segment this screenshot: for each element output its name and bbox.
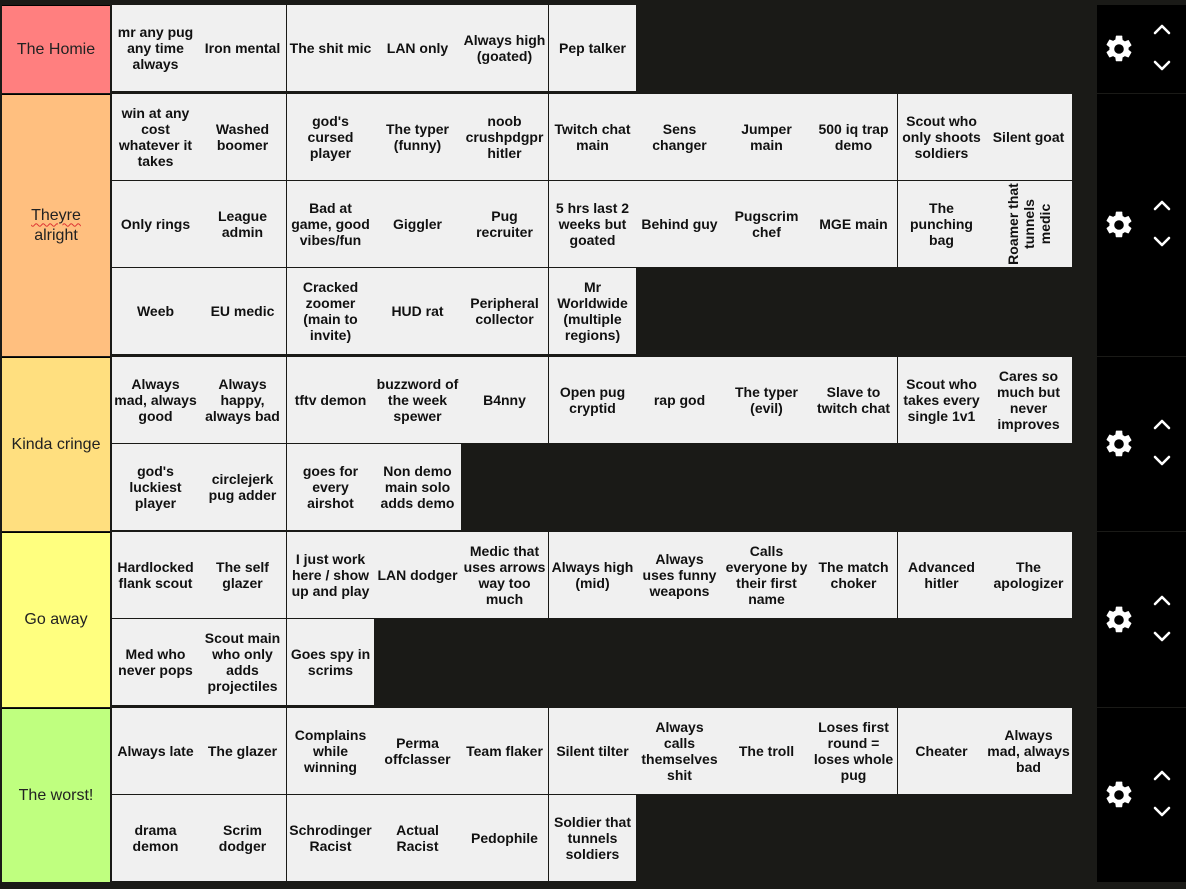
tier-item-label: LAN only	[386, 40, 449, 56]
tier-item[interactable]	[723, 94, 810, 180]
tier-controls	[1097, 94, 1186, 356]
tier-item-label: Sens changer	[652, 121, 707, 153]
tier-item[interactable]	[461, 94, 548, 180]
tier-item[interactable]	[985, 181, 1072, 267]
tier-item-label: Pedophile	[471, 830, 538, 846]
tier-item[interactable]	[112, 357, 199, 443]
tier-item[interactable]	[549, 357, 636, 443]
tier-item-label: Iron mental	[204, 40, 281, 56]
tier-row	[0, 357, 1186, 531]
tier-item[interactable]	[810, 181, 897, 267]
tier-item[interactable]	[898, 357, 985, 443]
tier-item[interactable]	[112, 619, 199, 705]
tier-item[interactable]	[199, 5, 286, 91]
tier-item[interactable]	[112, 94, 199, 180]
tier-item[interactable]	[898, 708, 985, 794]
tier-item-label: Medic that uses arrows way too much	[463, 543, 546, 607]
tier-item-label: Slave to twitch chat	[816, 384, 891, 416]
tier-item-label: Complains while winning	[294, 727, 367, 775]
tier-item-label: mr any pug any time always	[117, 24, 194, 72]
gear-icon[interactable]	[1103, 779, 1135, 811]
tier-item-label: Med who never pops	[118, 646, 193, 678]
tier-row	[0, 532, 1186, 707]
tier-item-label: Non demo main solo adds demo	[380, 463, 455, 511]
tier-item-label: Roamer that tunnels medic	[1004, 183, 1053, 265]
tier-item-label: Silent goat	[992, 129, 1065, 145]
tier-item[interactable]	[374, 357, 461, 443]
tier-item[interactable]	[636, 181, 723, 267]
tier-item[interactable]	[287, 619, 374, 705]
tier-item[interactable]	[549, 268, 636, 354]
gear-icon[interactable]	[1103, 604, 1135, 636]
tier-item-label: goes for every airshot	[302, 463, 359, 511]
tier-item-label: The typer (funny)	[385, 121, 449, 153]
tier-label-text: The Homie	[16, 40, 96, 58]
chevron-up-icon[interactable]	[1152, 22, 1172, 36]
tier-item-label: LAN dodger	[377, 567, 458, 583]
chevron-up-icon[interactable]	[1152, 768, 1172, 782]
tier-item[interactable]	[199, 708, 286, 794]
tier-item-label: Bad at game, good vibes/fun	[291, 200, 370, 248]
tier-item[interactable]	[199, 181, 286, 267]
chevron-down-icon[interactable]	[1152, 630, 1172, 644]
tier-label[interactable]	[2, 708, 110, 882]
tier-item-label: The punching bag	[910, 200, 973, 248]
tier-item-label: Scout who takes every single 1v1	[903, 376, 980, 424]
tier-label[interactable]	[2, 532, 110, 707]
tier-item-label: noob crushpdgpr hitler	[465, 113, 544, 161]
gear-icon[interactable]	[1103, 33, 1135, 65]
tier-item-label: Hardlocked flank scout	[117, 559, 194, 591]
tier-item[interactable]	[461, 268, 548, 354]
tier-item[interactable]	[898, 94, 985, 180]
chevron-up-icon[interactable]	[1152, 198, 1172, 212]
tier-item-label: win at any cost whatever it takes	[118, 105, 193, 169]
tier-label-text: The worst!	[18, 786, 94, 804]
tier-item[interactable]	[112, 268, 199, 354]
tier-item-label: Weeb	[136, 303, 175, 319]
tier-item[interactable]	[287, 94, 374, 180]
tier-item[interactable]	[112, 532, 199, 618]
tier-item-label: Scout who only shoots soldiers	[902, 113, 981, 161]
tier-item[interactable]	[112, 795, 199, 881]
tier-item-label: god's luckiest player	[129, 463, 182, 511]
tier-item-label: Twitch chat main	[554, 121, 631, 153]
tier-row	[0, 94, 1186, 356]
tier-item[interactable]	[461, 708, 548, 794]
tier-item-label: Behind guy	[641, 216, 718, 232]
tier-item[interactable]	[112, 708, 199, 794]
tier-item-label: The typer (evil)	[734, 384, 798, 416]
tier-item[interactable]	[549, 5, 636, 91]
tier-item[interactable]	[199, 619, 286, 705]
tier-item[interactable]	[723, 532, 810, 618]
tier-item[interactable]	[374, 94, 461, 180]
tier-item[interactable]	[810, 94, 897, 180]
tier-item[interactable]	[810, 357, 897, 443]
chevron-up-icon[interactable]	[1152, 417, 1172, 431]
tier-item[interactable]	[374, 5, 461, 91]
tier-item[interactable]	[374, 268, 461, 354]
chevron-down-icon[interactable]	[1152, 59, 1172, 73]
tier-item-label: Always high (mid)	[551, 559, 634, 591]
tier-item-label: Always mad, always bad	[987, 727, 1070, 775]
tier-item[interactable]	[374, 532, 461, 618]
tier-item[interactable]	[287, 795, 374, 881]
tier-label-text: Go away	[24, 611, 88, 628]
tier-item[interactable]	[898, 181, 985, 267]
tier-item-label: Cracked zoomer (main to invite)	[302, 279, 359, 343]
tier-item-label: 5 hrs last 2 weeks but goated	[555, 200, 630, 248]
tier-item-label: Advanced hitler	[908, 559, 975, 591]
chevron-down-icon[interactable]	[1152, 235, 1172, 249]
gear-icon[interactable]	[1103, 428, 1135, 460]
tier-controls	[1097, 5, 1186, 93]
tier-item[interactable]	[810, 708, 897, 794]
tier-item[interactable]	[549, 532, 636, 618]
tier-item[interactable]	[287, 532, 374, 618]
tier-item-label: Team flaker	[466, 743, 543, 759]
chevron-down-icon[interactable]	[1152, 454, 1172, 468]
tier-item[interactable]	[549, 708, 636, 794]
tier-item[interactable]	[199, 444, 286, 530]
tier-item-label: Schrodinger Racist	[289, 822, 372, 854]
tier-item-label: The apologizer	[993, 559, 1064, 591]
tier-item-label: Always late	[117, 743, 194, 759]
tier-item[interactable]	[112, 444, 199, 530]
tier-item[interactable]	[461, 181, 548, 267]
tier-item[interactable]	[636, 708, 723, 794]
tier-item[interactable]	[374, 708, 461, 794]
tier-item[interactable]	[636, 357, 723, 443]
tier-item-label: I just work here / show up and play	[291, 551, 370, 599]
tier-controls	[1097, 532, 1186, 707]
tier-item-label: Always happy, always bad	[205, 376, 280, 424]
tier-item-label: Washed boomer	[215, 121, 270, 153]
tier-item-label: Always calls themselves shit	[641, 719, 718, 783]
tier-item-label: League admin	[217, 208, 267, 240]
tier-item[interactable]	[199, 357, 286, 443]
tier-item[interactable]	[287, 444, 374, 530]
tier-item[interactable]	[374, 795, 461, 881]
tier-item-label: Jumper main	[741, 121, 792, 153]
tier-item[interactable]	[636, 94, 723, 180]
tier-item-label: Cheater	[915, 743, 968, 759]
tier-item-label: Scout main who only adds projectiles	[204, 630, 281, 694]
tier-item-label: Scrim dodger	[218, 822, 267, 854]
tier-item-label: B4nny	[483, 392, 526, 408]
tier-item[interactable]	[374, 181, 461, 267]
tier-item-label: HUD rat	[391, 303, 444, 319]
tier-item-label: Pep talker	[559, 40, 626, 56]
tier-item[interactable]	[723, 357, 810, 443]
tier-item[interactable]	[287, 708, 374, 794]
tier-label[interactable]	[2, 94, 110, 356]
tier-item[interactable]	[287, 357, 374, 443]
tier-item-label: Calls everyone by their first name	[725, 543, 808, 607]
tier-item[interactable]	[287, 268, 374, 354]
tier-item-label: The shit mic	[289, 40, 372, 56]
tier-item-label: Giggler	[392, 216, 442, 232]
tier-item-label: Always mad, always good	[114, 376, 197, 424]
tier-label-text: Theyre alright	[31, 206, 81, 244]
tier-label[interactable]	[2, 5, 110, 93]
tier-item-label: drama demon	[132, 822, 179, 854]
tier-item-label: 500 iq trap demo	[818, 121, 889, 153]
tier-item-label: Soldier that tunnels soldiers	[553, 814, 631, 862]
tier-item[interactable]	[461, 357, 548, 443]
tier-item[interactable]	[112, 181, 199, 267]
tier-item-label: rap god	[653, 392, 706, 408]
tier-item[interactable]	[461, 795, 548, 881]
tier-item[interactable]	[636, 532, 723, 618]
chevron-down-icon[interactable]	[1152, 805, 1172, 819]
tier-item-label: Mr Worldwide (multiple regions)	[557, 279, 628, 343]
tier-item[interactable]	[199, 94, 286, 180]
tier-item[interactable]	[723, 181, 810, 267]
tier-controls	[1097, 357, 1186, 531]
tier-item-label: Only rings	[120, 216, 191, 232]
tier-item[interactable]	[287, 5, 374, 91]
tier-label-text: Kinda cringe	[11, 435, 101, 453]
tier-item[interactable]	[549, 795, 636, 881]
tier-item[interactable]	[199, 795, 286, 881]
tier-row	[0, 5, 1186, 93]
tier-row	[0, 708, 1186, 882]
tier-item-label: Actual Racist	[396, 822, 439, 854]
tier-item-label: The self glazer	[216, 559, 269, 591]
tier-item-label: circlejerk pug adder	[208, 471, 277, 503]
tier-item-label: Silent tilter	[556, 743, 629, 759]
tier-item-label: tftv demon	[294, 392, 367, 408]
tier-item[interactable]	[374, 444, 461, 530]
tier-item-label: EU medic	[210, 303, 275, 319]
tier-item-label: Goes spy in scrims	[290, 646, 371, 678]
tier-item[interactable]	[287, 181, 374, 267]
tier-item[interactable]	[112, 5, 199, 91]
gear-icon[interactable]	[1103, 209, 1135, 241]
tier-item[interactable]	[985, 357, 1072, 443]
tier-label[interactable]	[2, 357, 110, 531]
tier-item-label: Cares so much but never improves	[997, 368, 1060, 432]
tier-item-label: Peripheral collector	[470, 295, 539, 327]
tier-item[interactable]	[549, 94, 636, 180]
chevron-up-icon[interactable]	[1152, 593, 1172, 607]
tier-item[interactable]	[898, 532, 985, 618]
tier-item[interactable]	[985, 94, 1072, 180]
tier-item[interactable]	[549, 181, 636, 267]
tier-controls	[1097, 708, 1186, 882]
tier-item[interactable]	[199, 532, 286, 618]
tier-item[interactable]	[461, 532, 548, 618]
tier-item[interactable]	[985, 532, 1072, 618]
tier-item-label: Always uses funny weapons	[642, 551, 717, 599]
tier-item-label: Open pug cryptid	[559, 384, 626, 416]
tier-item-label: Pug recruiter	[476, 208, 533, 240]
tier-item-label: Loses first round = loses whole pug	[813, 719, 894, 783]
tier-item[interactable]	[985, 708, 1072, 794]
tier-item[interactable]	[199, 268, 286, 354]
tier-item-label: The match choker	[818, 559, 889, 591]
tier-item-label: Always high (goated)	[463, 32, 546, 64]
tier-item-label: The troll	[738, 743, 795, 759]
tier-item[interactable]	[461, 5, 548, 91]
tier-item-label: Perma offclasser	[384, 735, 451, 767]
tier-item-label: buzzword of the week spewer	[376, 376, 459, 424]
tier-item-label: The glazer	[207, 743, 278, 759]
tier-item-label: MGE main	[819, 216, 888, 232]
tier-item-label: Pugscrim chef	[734, 208, 799, 240]
tier-item-label: god's cursed player	[307, 113, 354, 161]
tier-item[interactable]	[723, 708, 810, 794]
tier-item[interactable]	[810, 532, 897, 618]
